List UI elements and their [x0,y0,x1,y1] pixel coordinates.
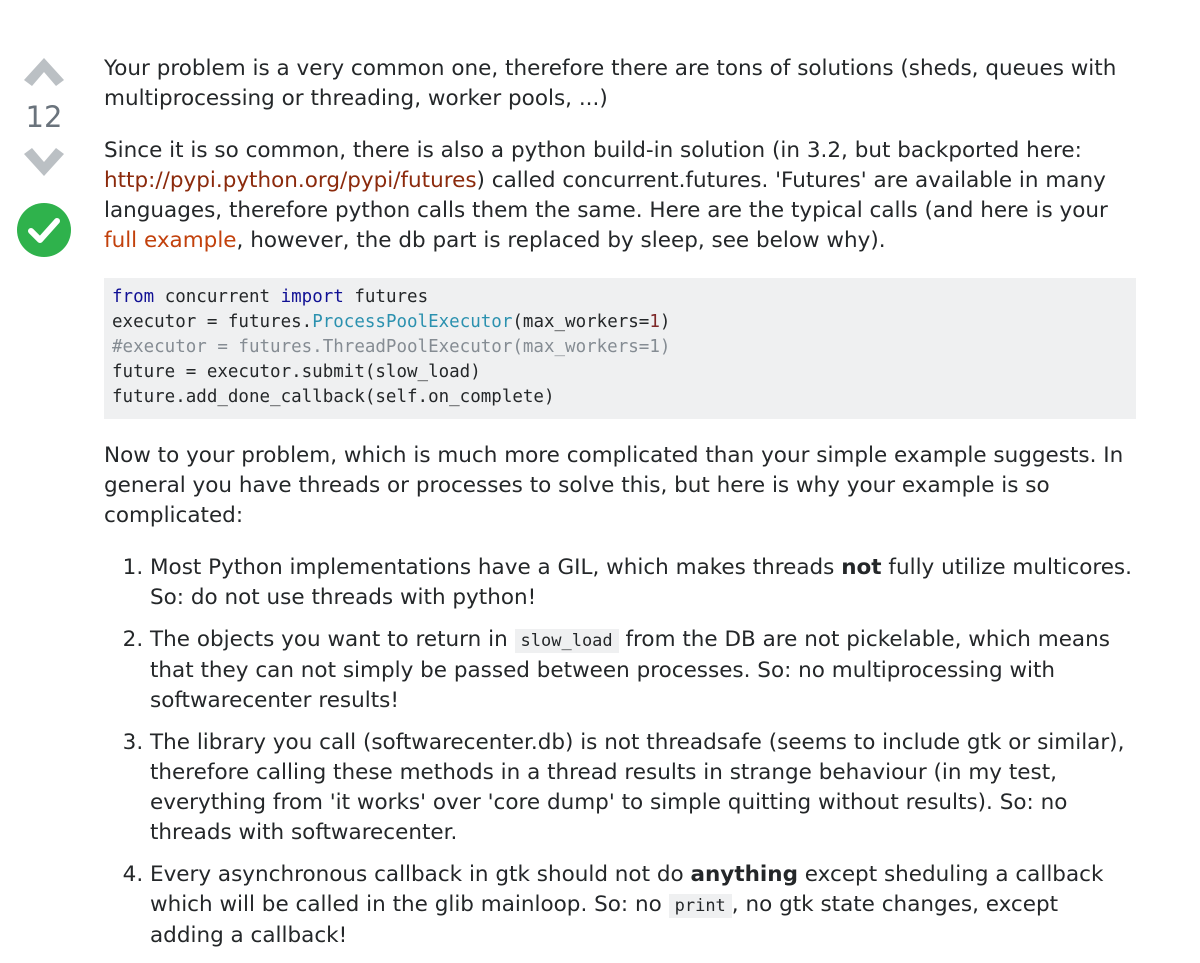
code-class-name: ProcessPoolExecutor [312,312,513,332]
code-comment: #executor = futures.ThreadPoolExecutor(max_workers=1) [112,337,671,357]
text-span: fully utilize multicores. So: do not use threads with python! [150,555,1132,610]
text-span: from the DB are not pickelable, which means that they can not simply be passed between processes. So: no multiprocessing with softwarecenter results! [150,627,1110,713]
accepted-check-icon [16,202,72,258]
code-text: futures [343,287,429,307]
text-span: The objects you want to return in [150,627,515,652]
text-span: Every asynchronous callback in gtk should not do [150,862,691,887]
list-item [150,860,1136,951]
code-text: executor = futures. [112,312,313,332]
vote-down-icon[interactable] [22,146,66,178]
text-span: Since it is so common, there is also a python build-in solution (in 3.2, but backported here: [104,138,1082,163]
list-item: 3. The library you call (softwarecenter.db) is not threadsafe (seems to include gtk or similar), therefore calling these methods in a thread results in strange behaviour (in my test, everything from 'it works' over 'core dump' to simple quitting without results). So: no threads with softwarecenter. [150,728,1136,848]
full-example-link[interactable]: full example [104,228,237,253]
code-text: ) [659,312,671,332]
pypi-futures-link[interactable]: http://pypi.python.org/pypi/futures [104,168,477,193]
code-text: (max_workers= [512,312,650,332]
answer-paragraph-intro: Your problem is a very common one, therefore there are tons of solutions (sheds, queues with multiprocessing or threading, worker pools, ...) [104,56,1117,111]
vote-up-icon[interactable] [22,56,66,88]
text-span: , however, the db part is replaced by sleep, see below why). [236,228,886,253]
list-item [150,625,1136,716]
code-number: 1 [649,312,660,332]
code-text: concurrent [154,287,281,307]
vote-count: 12 [25,100,63,134]
bold-text: not [841,555,882,580]
reasons-list [104,553,1136,951]
bold-text: anything [690,862,798,887]
answer-paragraph-futures [104,136,1136,256]
list-item [150,553,1136,613]
code-text: future.add_done_callback(self.on_complete) [112,387,555,407]
answer-paragraph-problem: Now to your problem, which is much more complicated than your simple example suggests. In general you have threads or processes to solve this, but here is why your example is so complicated: [104,443,1124,528]
text-span: ) called concurrent.futures. 'Futures' are available in many languages, therefore python calls them the same. Here are the typical calls (and here is your [104,168,1108,223]
code-block [104,278,1136,419]
answer-body [104,54,1136,963]
code-text: future = executor.submit(slow_load) [112,362,481,382]
text-span: Most Python implementations have a GIL, which makes threads [150,555,842,580]
code-keyword: from [112,287,155,307]
code-keyword: import [280,287,344,307]
inline-code: print [669,894,732,918]
text-span: except sheduling a callback which will be called in the glib mainloop. So: no [150,862,1104,917]
text-span: , no gtk state changes, except adding a callback! [150,892,1059,948]
inline-code: slow_load [515,629,619,653]
